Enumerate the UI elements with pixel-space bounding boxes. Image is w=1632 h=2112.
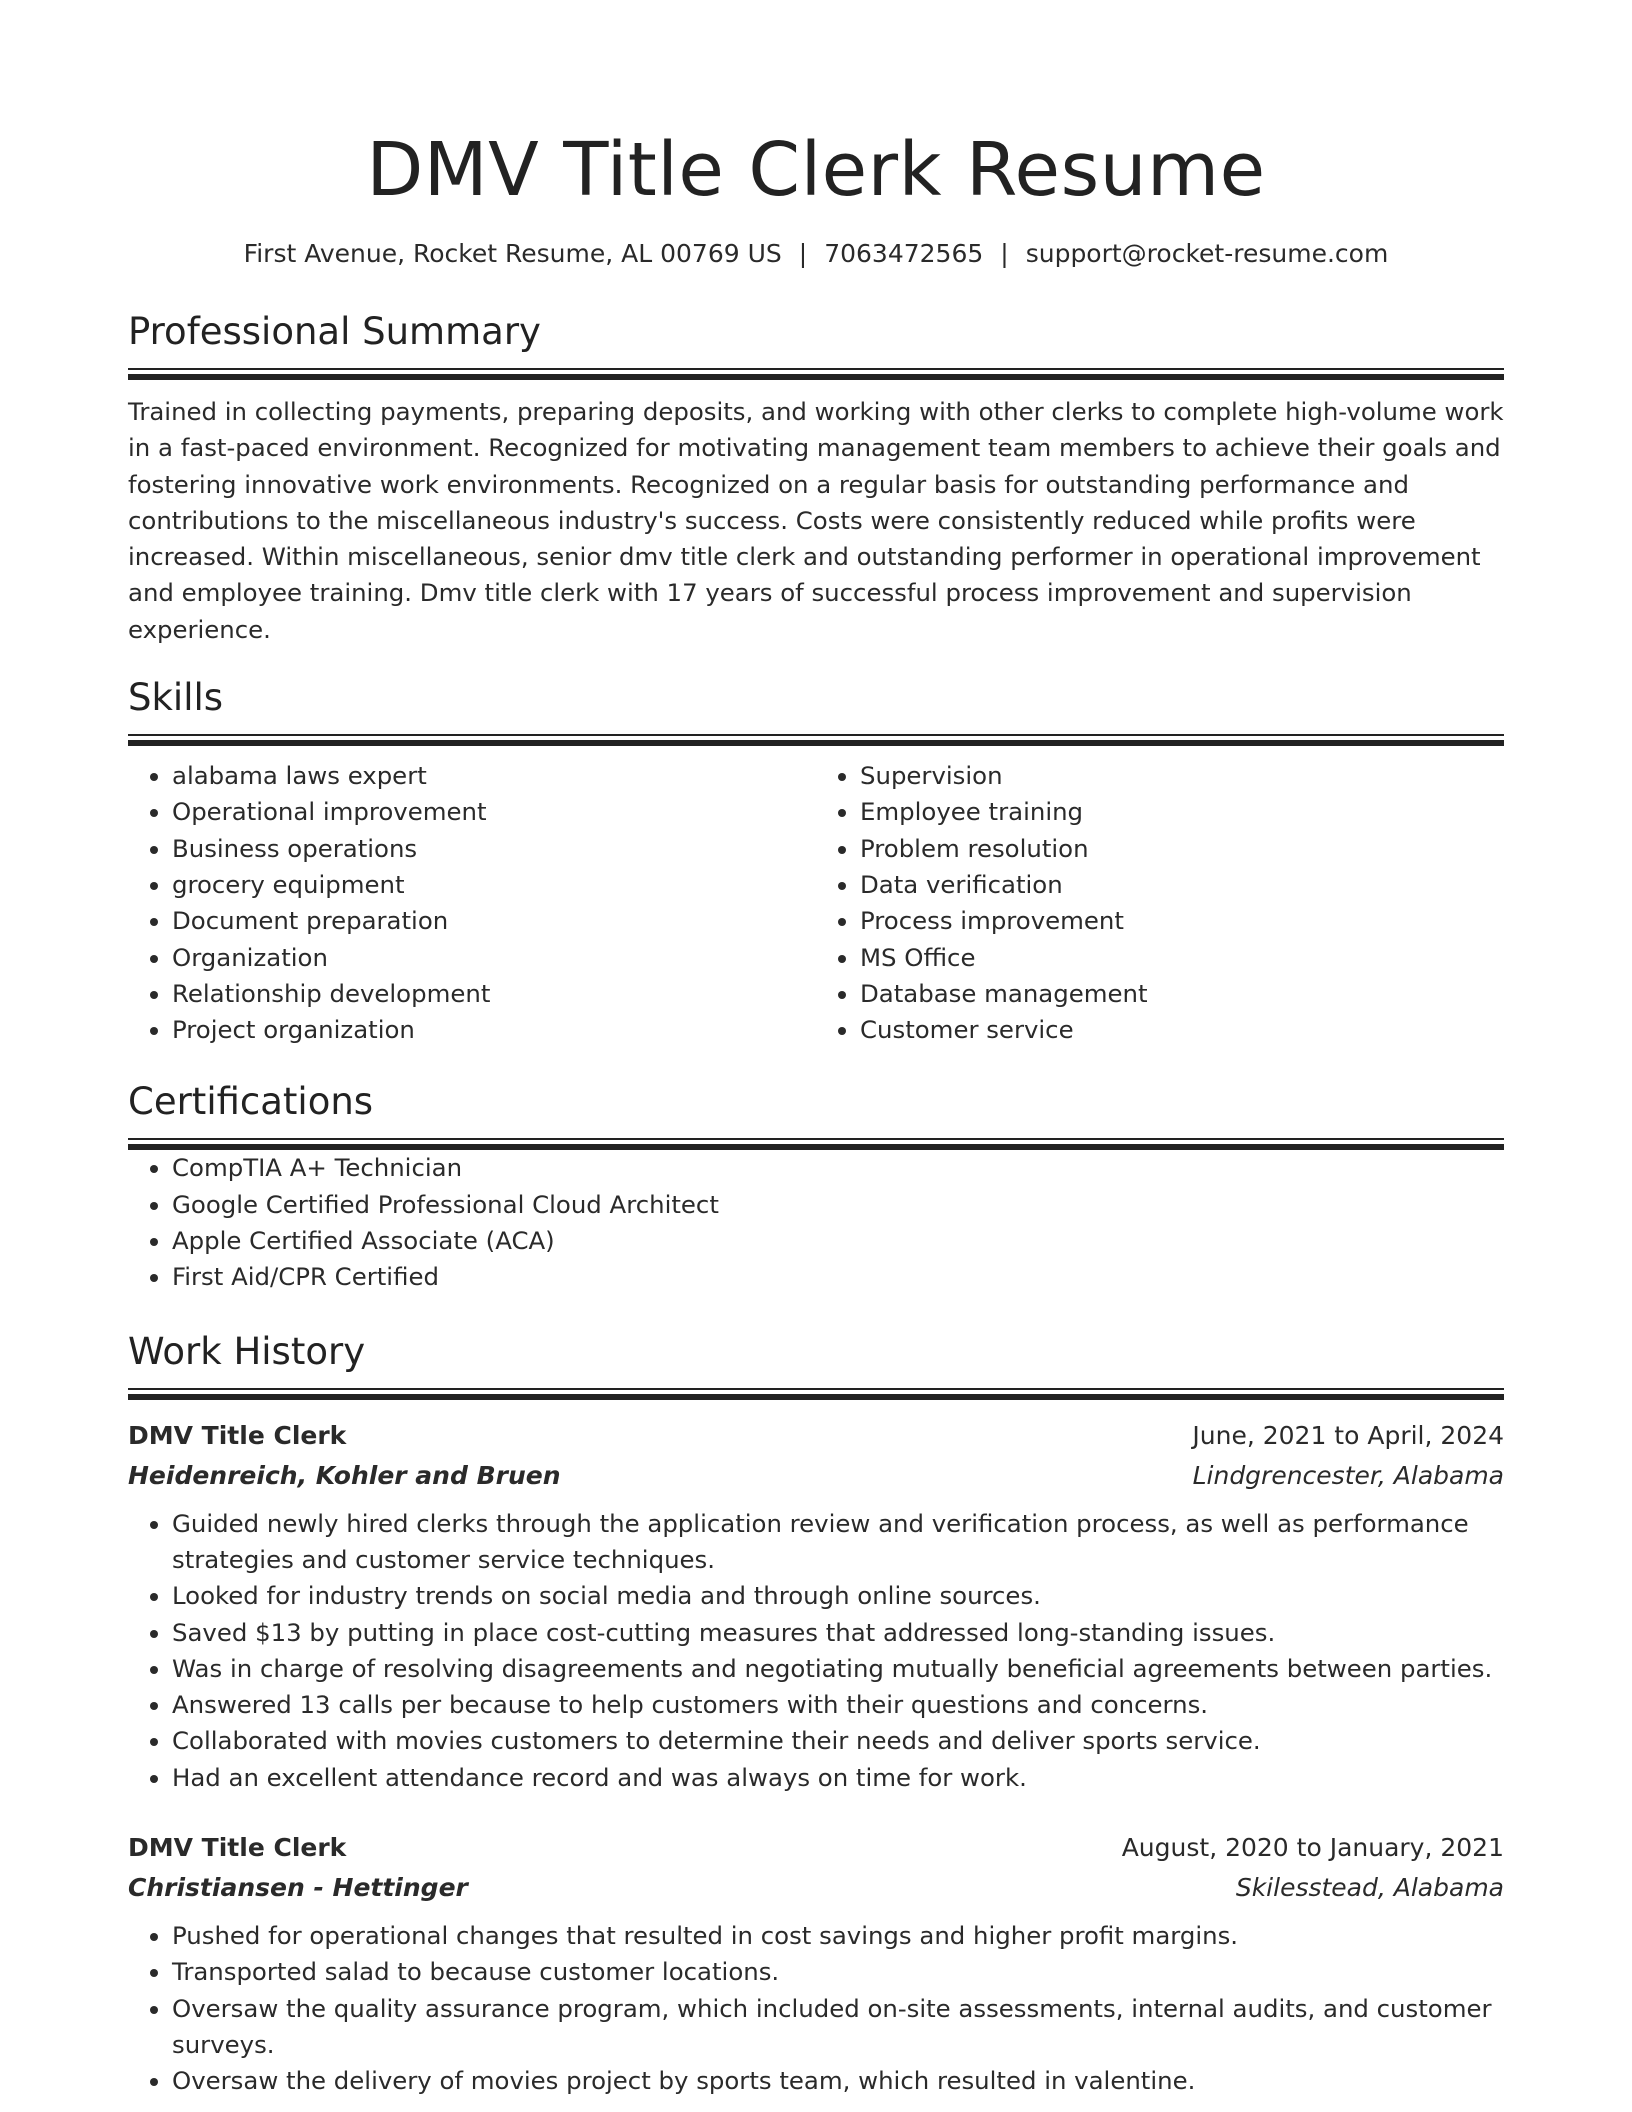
contact-separator: |	[798, 239, 808, 268]
skill-item: • Organization	[172, 940, 816, 976]
skill-item: • Data verification	[860, 867, 1504, 903]
skill-item: • Database management	[860, 976, 1504, 1012]
summary-text: Trained in collecting payments, preparing deposits, and working with other clerks to complete high-volume work in a fast-paced environment. Recognized for motivating management team members to achieve their goals and fostering innovative work environments. Recognized on a regular basis for outstanding performance and contributions to the miscellaneous industry's success. Costs were consistently reduced while profits were increased. Within miscellaneous, senior dmv title clerk and outstanding performer in operational improvement and employee training. Dmv title clerk with 17 years of successful process improvement and supervision experience.	[128, 397, 1504, 644]
job-bullet: • Had an excellent attendance record and was always on time for work.	[172, 1760, 1504, 1796]
job-bullet: • Pushed for operational changes that resulted in cost savings and higher profit margins.	[172, 1918, 1504, 1954]
job-header-row	[128, 1828, 1504, 1868]
resume-page	[128, 0, 1504, 2100]
job-bullet: • Guided newly hired clerks through the application review and verification process, as well as performance strategies and customer service techniques.	[172, 1506, 1504, 1579]
skill-item: • Employee training	[860, 794, 1504, 830]
skills-list-right	[816, 758, 1504, 1048]
skill-item: • Operational improvement	[172, 794, 816, 830]
job-company: Christiansen - Hettinger	[128, 1873, 468, 1903]
job-bullet: • Was in charge of resolving disagreements and negotiating mutually beneficial agreements between parties.	[172, 1651, 1504, 1687]
skill-item: • Customer service	[860, 1012, 1504, 1048]
job-bullet: • Answered 13 calls per because to help customers with their questions and concerns.	[172, 1687, 1504, 1723]
skill-item: • Business operations	[172, 831, 816, 867]
contact-address: First Avenue, Rocket Resume, AL 00769 US	[243, 239, 782, 268]
contact-line	[128, 236, 1504, 272]
job-bullet: • Oversaw the quality assurance program, which included on-site assessments, internal audits, and customer surveys.	[172, 1991, 1504, 2064]
job-subheader-row	[128, 1456, 1504, 1496]
job-dates: August, 2020 to January, 2021	[1121, 1833, 1504, 1863]
certification-item: • Google Certified Professional Cloud Architect	[172, 1187, 1504, 1223]
job-bullets	[128, 1918, 1504, 2099]
summary-heading: Professional Summary	[128, 310, 541, 353]
job-dates: June, 2021 to April, 2024	[1192, 1420, 1504, 1450]
skill-item: • alabama laws expert	[172, 758, 816, 794]
skill-item: • Supervision	[860, 758, 1504, 794]
skill-item: • MS Office	[860, 940, 1504, 976]
job-subheader-row	[128, 1868, 1504, 1908]
job-bullet: • Looked for industry trends on social media and through online sources.	[172, 1578, 1504, 1614]
job-company: Heidenreich, Kohler and Bruen	[128, 1460, 561, 1490]
work-history-heading: Work History	[128, 1329, 366, 1373]
job-title: DMV Title Clerk	[128, 1833, 347, 1863]
certifications-list	[128, 1150, 1504, 1295]
job-bullet: • Collaborated with movies customers to determine their needs and deliver sports service.	[172, 1723, 1504, 1759]
job-bullet: • Oversaw the delivery of movies project by sports team, which resulted in valentine.	[172, 2063, 1504, 2099]
skill-item: • Problem resolution	[860, 831, 1504, 867]
job-location: Skilesstead, Alabama	[1235, 1873, 1504, 1903]
skill-item: • Project organization	[172, 1012, 816, 1048]
section-divider	[128, 1388, 1504, 1400]
certification-item: • First Aid/CPR Certified	[172, 1259, 1504, 1295]
certifications-heading: Certifications	[128, 1080, 374, 1124]
section-divider	[128, 368, 1504, 380]
contact-phone: 7063472565	[824, 239, 984, 268]
section-divider	[128, 1138, 1504, 1150]
job-entry	[128, 1828, 1504, 2099]
skill-item: • grocery equipment	[172, 867, 816, 903]
certification-item: • CompTIA A+ Technician	[172, 1150, 1504, 1186]
skills-list-left	[128, 758, 816, 1048]
resume-name: DMV Title Clerk Resume	[366, 127, 1266, 213]
skill-item: • Relationship development	[172, 976, 816, 1012]
contact-separator: |	[1000, 239, 1009, 268]
job-entry	[128, 1416, 1504, 1796]
job-bullet: • Transported salad to because customer locations.	[172, 1954, 1504, 1990]
certification-item: • Apple Certified Associate (ACA)	[172, 1223, 1504, 1259]
skill-item: • Process improvement	[860, 903, 1504, 939]
job-location: Lindgrencester, Alabama	[1192, 1460, 1504, 1490]
section-divider	[128, 734, 1504, 746]
job-header-row	[128, 1416, 1504, 1456]
job-bullets	[128, 1506, 1504, 1796]
job-bullet: • Saved $13 by putting in place cost-cutting measures that addressed long-standing issues.	[172, 1615, 1504, 1651]
contact-email: support@rocket-resume.com	[1025, 239, 1389, 268]
skills-columns	[128, 758, 1504, 1048]
skills-heading: Skills	[128, 676, 224, 720]
skill-item: • Document preparation	[172, 903, 816, 939]
job-title: DMV Title Clerk	[128, 1420, 347, 1450]
